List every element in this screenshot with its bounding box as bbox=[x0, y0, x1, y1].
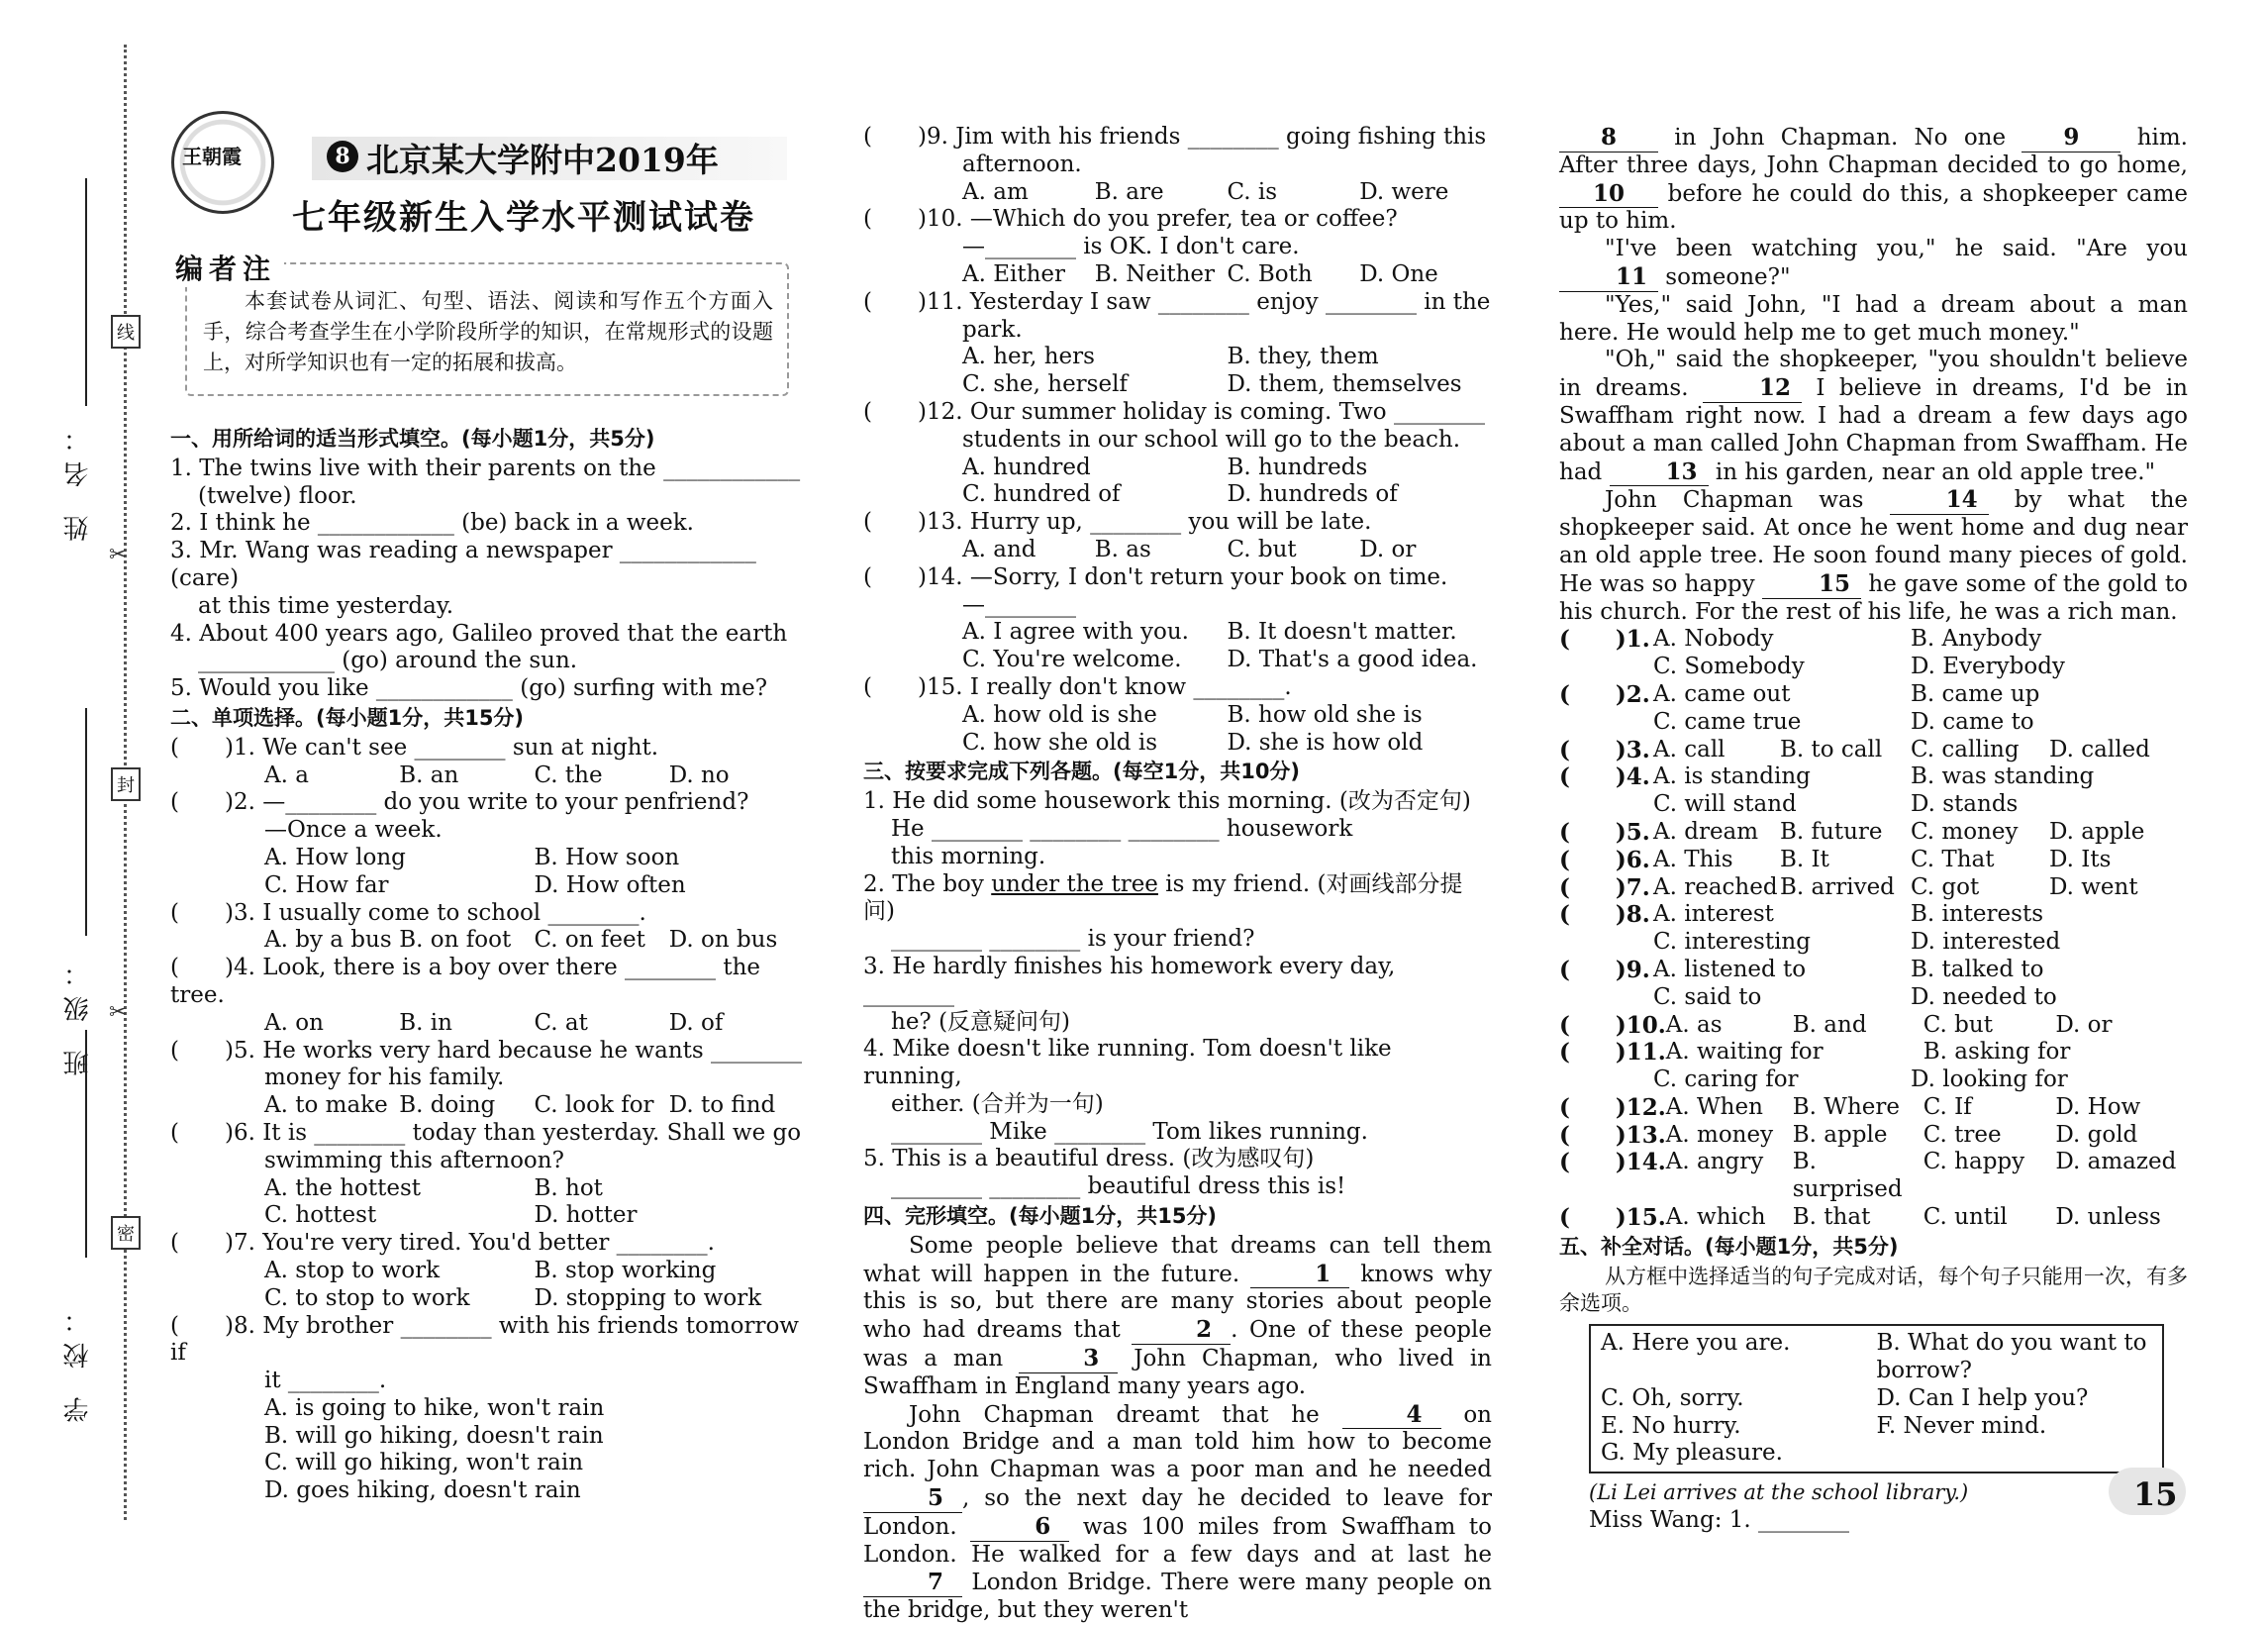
page-number: 15 bbox=[2133, 1475, 2178, 1513]
s2-q1: ( )1. We can't see ________ sun at night. bbox=[170, 734, 659, 761]
option-row: E. No hurry. F. Never mind. bbox=[1601, 1412, 2047, 1439]
s2-q9: ( )9. Jim with his friends ________ going fishing this bbox=[863, 124, 1487, 150]
school-label: 学 校： bbox=[63, 1297, 93, 1423]
s2-q12-options: A. hundred B. hundreds bbox=[962, 454, 1368, 480]
s2-q3-options: A. by a bus B. on foot C. on feet D. on bus bbox=[264, 927, 778, 954]
cloze-option-row: ( )7. A. reached B. arrived C. got D. went bbox=[1559, 873, 2138, 901]
s2-q11-options: C. she, herself D. them, themselves bbox=[962, 371, 1462, 398]
section-5-instructions: 从方框中选择适当的句子完成对话，每个句子只能用一次，有多余选项。 bbox=[1559, 1264, 2188, 1316]
s2-q12-cont: students in our school will go to the beach. bbox=[962, 426, 1461, 453]
cloze-option-row: C. said to D. needed to bbox=[1653, 983, 2057, 1010]
s2-q14-options: C. You're welcome. D. That's a good idea. bbox=[962, 647, 1478, 673]
s2-q9-cont: afternoon. bbox=[962, 151, 1082, 177]
logo-text: 王朝霞 bbox=[182, 145, 242, 168]
school-underline bbox=[85, 1030, 87, 1258]
s2-q7: ( )7. You're very tired. You'd better ________. bbox=[170, 1230, 715, 1257]
s2-q13-options: A. and B. as C. but D. or bbox=[962, 536, 1417, 562]
cloze-paragraph-6: John Chapman was 14 by what the shopkeeper said. At once he went home and dug near an old apple tree. He soon found many pieces of gold. He was so happy 15 he gave some of the gold to his church. For the rest of his life, he was a rich man. bbox=[1559, 486, 2188, 625]
s2-q10-options: A. Either B. Neither C. Both D. One bbox=[962, 260, 1438, 287]
s3-q4-cont: either. (合并为一句) bbox=[891, 1090, 1104, 1117]
cut-mark-xian: 线 bbox=[111, 315, 141, 349]
s2-q14-options: A. I agree with you. B. It doesn't matter. bbox=[962, 619, 1457, 646]
s3-q1: 1. He did some housework this morning. (改为否定句) bbox=[863, 788, 1471, 815]
s2-q2-cont: —Once a week. bbox=[264, 817, 443, 844]
s2-q14: ( )14. —Sorry, I don't return your book on time. bbox=[863, 563, 1448, 590]
editor-label: 编者注 bbox=[175, 248, 284, 287]
editor-note: 本套试卷从词汇、句型、语法、阅读和写作五个方面入手，综合考查学生在小学阶段所学的知识，在常规形式的设题上，对所学知识也有一定的拓展和拔高。 bbox=[185, 262, 789, 396]
title-line1: 北京某大学附中2019年 bbox=[366, 141, 719, 179]
s2-q8-cont: it ________. bbox=[264, 1368, 387, 1394]
dialogue-scene: (Li Lei arrives at the school library.) bbox=[1589, 1480, 1969, 1505]
s2-q4-options: A. on B. in C. at D. of bbox=[264, 1009, 724, 1036]
s2-q2: ( )2. —________ do you write to your penfriend? bbox=[170, 789, 749, 816]
s2-q15-options: A. how old is she B. how old she is bbox=[962, 701, 1423, 728]
option-row: G. My pleasure. bbox=[1601, 1440, 1783, 1467]
s2-q8-option-a: A. is going to hike, won't rain bbox=[264, 1394, 605, 1421]
cloze-option-row: ( )11. A. waiting for B. asking for bbox=[1559, 1039, 2071, 1066]
s1-q5: 5. Would you like ____________ (go) surfing with me? bbox=[170, 675, 768, 702]
s3-q2: 2. The boy under the tree is my friend. (对画线部分提问) bbox=[863, 870, 1463, 925]
s2-q8-option-b: B. will go hiking, doesn't rain bbox=[264, 1422, 604, 1449]
s3-q5-answer: ________ ________ beautiful dress this is! bbox=[891, 1173, 1346, 1200]
test-number-badge: 8 bbox=[327, 141, 358, 172]
dialogue-option-box bbox=[1589, 1324, 2164, 1473]
section-3-title: 三、按要求完成下列各题。(每空1分，共10分) bbox=[863, 760, 1301, 784]
s2-q15-options: C. how she old is D. she is how old bbox=[962, 729, 1424, 756]
s1-q2: 2. I think he ____________ (be) back in a week. bbox=[170, 510, 694, 537]
cloze-option-row: ( )14. A. angry B. surprised C. happy D. amazed bbox=[1559, 1149, 2177, 1203]
s2-q15: ( )15. I really don't know ________. bbox=[863, 673, 1292, 700]
s1-q3: 3. Mr. Wang was reading a newspaper ____________ (care) bbox=[170, 538, 756, 591]
s2-q7-options: C. to stop to work D. stopping to work bbox=[264, 1284, 762, 1311]
s3-q3-cont: he? (反意疑问句) bbox=[891, 1008, 1071, 1035]
s3-q4: 4. Mike doesn't like running. Tom doesn't like running, bbox=[863, 1036, 1392, 1090]
s1-q4: 4. About 400 years ago, Galileo proved that the earth bbox=[170, 620, 788, 647]
cloze-paragraph-2: John Chapman dreamt that he 4 on London Bridge and a man told him how to become rich. John Chapman was a poor man and he needed 5 , so the next day he decided to leave for London. 6 was 100 miles from Swaffham to London. He walked for a few days and at last he 7 London Bridge. There were many people on the bridge, but they weren't bbox=[863, 1400, 1492, 1624]
s2-q3: ( )3. I usually come to school ________. bbox=[170, 899, 646, 926]
cloze-paragraph-3: "I've been watching you," he said. "Are you 11 someone?" bbox=[1559, 236, 2188, 292]
column-3 bbox=[1559, 124, 2188, 1535]
s1-q4-cont: ____________ (go) around the sun. bbox=[198, 648, 578, 674]
cloze-option-row: C. Somebody D. Everybody bbox=[1653, 654, 2065, 680]
s1-q1: 1. The twins live with their parents on the ____________ bbox=[170, 455, 801, 481]
cloze-option-row: ( )2. A. came out B. came up bbox=[1559, 680, 2040, 708]
s3-q2-answer: ________ ________ is your friend? bbox=[891, 926, 1255, 953]
cloze-option-row: ( )15. A. which B. that C. until D. unless bbox=[1559, 1204, 2161, 1232]
name-label: 姓 名： bbox=[63, 416, 93, 542]
s2-q11: ( )11. Yesterday I saw ________ enjoy ________ in the bbox=[863, 288, 1491, 315]
cloze-option-row: ( )9. A. listened to B. talked to bbox=[1559, 956, 2044, 983]
s2-q8-option-c: C. will go hiking, won't rain bbox=[264, 1450, 584, 1476]
s2-q2-options: A. How long B. How soon bbox=[264, 844, 680, 870]
s2-q2-options: C. How far D. How often bbox=[264, 871, 686, 898]
s2-q6: ( )6. It is ________ today than yesterday. Shall we go bbox=[170, 1119, 802, 1146]
s2-q7-options: A. stop to work B. stop working bbox=[264, 1257, 717, 1283]
s2-q8: ( )8. My brother ________ with his friends tomorrow if bbox=[170, 1312, 799, 1367]
cloze-paragraph-1: Some people believe that dreams can tell them what will happen in the future. 1 knows why this is so, but there are many stories about people who had dreams that 2 . One of these people was a man 3 John Chapman, who lived in Swaffham in England many years ago. bbox=[863, 1232, 1492, 1399]
cloze-option-row: C. will stand D. stands bbox=[1653, 791, 2019, 818]
s2-q6-options: C. hottest D. hotter bbox=[264, 1202, 638, 1229]
cloze-option-row: ( )3. A. call B. to call C. calling D. called bbox=[1559, 736, 2150, 763]
s2-q6-options: A. the hottest B. hot bbox=[264, 1174, 603, 1201]
s2-q4: ( )4. Look, there is a boy over there ________ the tree. bbox=[170, 955, 761, 1008]
cloze-options bbox=[1559, 626, 2188, 1232]
s2-q10: ( )10. —Which do you prefer, tea or coffee? bbox=[863, 206, 1398, 233]
class-underline bbox=[85, 708, 87, 936]
s2-q10-cont: —________ is OK. I don't care. bbox=[962, 234, 1300, 260]
s3-q1-cont: this morning. bbox=[891, 843, 1046, 869]
s2-q8-option-d: D. goes hiking, doesn't rain bbox=[264, 1477, 581, 1504]
option-row: A. Here you are. B. What do you want to borrow? bbox=[1601, 1330, 2147, 1384]
s3-q5: 5. This is a beautiful dress. (改为感叹句) bbox=[863, 1146, 1315, 1172]
title-line2: 七年级新生入学水平测试试卷 bbox=[292, 198, 755, 238]
cloze-option-row: ( )8. A. interest B. interests bbox=[1559, 901, 2044, 929]
column-2 bbox=[863, 124, 1492, 1625]
cut-mark-feng: 封 bbox=[111, 767, 141, 801]
option-row: C. Oh, sorry. D. Can I help you? bbox=[1601, 1384, 2089, 1411]
cloze-option-row: ( )6. A. This B. It C. That D. Its bbox=[1559, 846, 2112, 873]
scissors-icon: ✂ bbox=[109, 543, 128, 567]
section-2-title: 二、单项选择。(每小题1分，共15分) bbox=[170, 705, 525, 730]
s2-q6-cont: swimming this afternoon? bbox=[264, 1147, 564, 1173]
s2-q11-options: A. her, hers B. they, them bbox=[962, 344, 1379, 370]
section-1-title: 一、用所给词的适当形式填空。(每小题1分，共5分) bbox=[170, 427, 655, 451]
s2-q5: ( )5. He works very hard because he wants ________ bbox=[170, 1037, 802, 1064]
binding-margin bbox=[0, 0, 148, 1567]
s2-q13: ( )13. Hurry up, ________ you will be late. bbox=[863, 509, 1372, 536]
cloze-paragraph-5: "Oh," said the shopkeeper, "you shouldn't believe in dreams. 12 I believe in dreams, I'd be in Swaffham right now. I had a dream a few days ago about a man called John Chapman from Swaffham. He had 13 in his garden, near an old apple tree." bbox=[1559, 347, 2188, 485]
cloze-option-row: C. caring for D. looking for bbox=[1653, 1066, 2068, 1093]
s3-q4-answer: ________ Mike ________ Tom likes running. bbox=[891, 1118, 1368, 1145]
s2-q5-options: A. to make B. doing C. look for D. to find bbox=[264, 1092, 776, 1119]
cloze-paragraph-4: "Yes," said John, "I had a dream about a man here. He would help me to get much money." bbox=[1559, 291, 2188, 346]
cloze-option-row: ( )4. A. is standing B. was standing bbox=[1559, 763, 2095, 791]
s2-q14-cont: —________ bbox=[962, 591, 1076, 618]
s1-q3-cont: at this time yesterday. bbox=[198, 592, 454, 619]
s2-q5-cont: money for his family. bbox=[264, 1065, 505, 1091]
s2-q1-options: A. a B. an C. the D. no bbox=[264, 762, 730, 788]
section-5-title: 五、补全对话。(每小题1分，共5分) bbox=[1559, 1234, 1899, 1259]
scissors-icon: ✂ bbox=[109, 1000, 128, 1025]
column-1 bbox=[170, 424, 804, 1505]
name-underline bbox=[85, 178, 87, 406]
cloze-option-row: ( )1. A. Nobody B. Anybody bbox=[1559, 626, 2042, 654]
s2-q11-cont: park. bbox=[962, 316, 1023, 343]
s3-q1-answer: He ________ ________ ________ housework bbox=[891, 815, 1353, 842]
cloze-option-row: ( )12. A. When B. Where C. If D. How bbox=[1559, 1093, 2141, 1121]
s2-q12: ( )12. Our summer holiday is coming. Two ________ bbox=[863, 398, 1485, 425]
test-header bbox=[163, 109, 827, 436]
cloze-option-row: ( )5. A. dream B. future C. money D. apple bbox=[1559, 818, 2145, 846]
s2-q12-options: C. hundred of D. hundreds of bbox=[962, 481, 1398, 508]
s3-q3: 3. He hardly finishes his homework every day, ________ bbox=[863, 953, 1396, 1007]
cloze-option-row: ( )13. A. money B. apple C. tree D. gold bbox=[1559, 1121, 2138, 1149]
dialogue-line-1: Miss Wang: 1. ________ bbox=[1589, 1507, 1850, 1534]
class-label: 班 级： bbox=[63, 951, 93, 1076]
cloze-option-row: C. came true D. came to bbox=[1653, 708, 2034, 735]
s1-q1-cont: (twelve) floor. bbox=[198, 482, 357, 509]
section-4-title: 四、完形填空。(每小题1分，共15分) bbox=[863, 1204, 1218, 1229]
cut-mark-mi: 密 bbox=[111, 1216, 141, 1250]
cloze-option-row: ( )10. A. as B. and C. but D. or bbox=[1559, 1011, 2113, 1039]
s2-q9-options: A. am B. are C. is D. were bbox=[962, 178, 1449, 205]
cloze-paragraph-2-cont: 8 in John Chapman. No one 9 him. After three days, John Chapman decided to go home, 10 before he could do this, a shopkeeper came up to him. bbox=[1559, 124, 2188, 235]
cloze-option-row: C. interesting D. interested bbox=[1653, 929, 2061, 956]
